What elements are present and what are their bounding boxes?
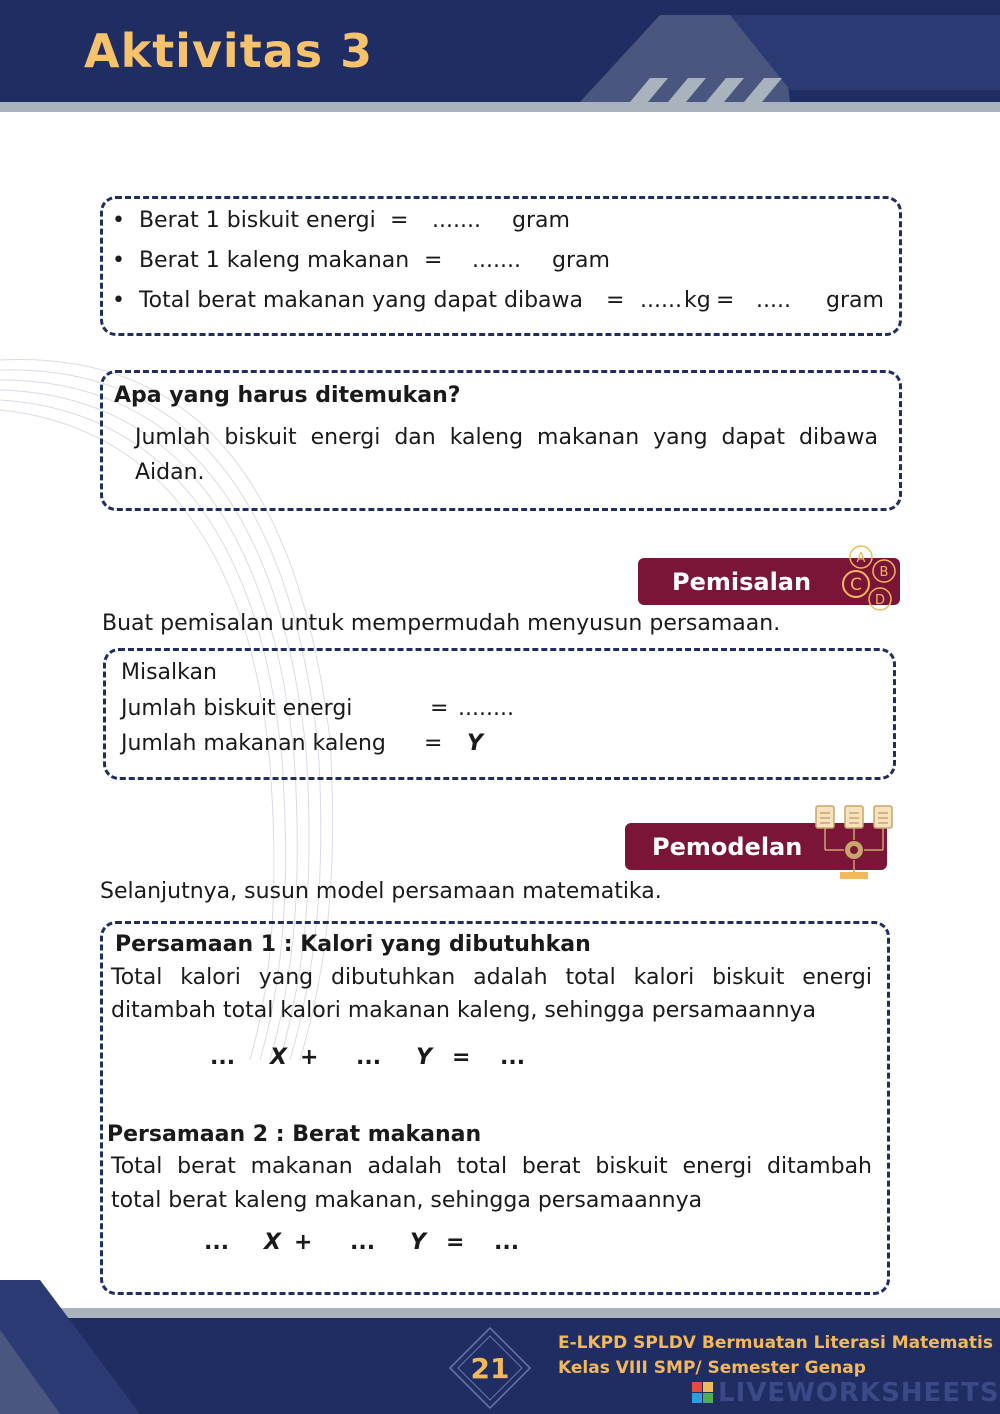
constant-blank[interactable]: ... — [500, 1045, 526, 1070]
variable-y: Y — [410, 1230, 426, 1255]
plus-sign: + — [294, 1230, 313, 1255]
plus-sign: + — [300, 1045, 319, 1070]
footer-corner-decoration — [0, 1270, 140, 1414]
header-stripe — [0, 102, 1000, 112]
blank-total-kg[interactable]: ...... — [640, 288, 682, 313]
equals-sign: = — [452, 1045, 471, 1070]
question-text-line1: Jumlah biskuit energi dan kaleng makanan yang dapat dibawa — [135, 425, 878, 450]
unit-label: gram — [552, 248, 610, 273]
variable-y-label: Jumlah makanan kaleng — [121, 731, 386, 756]
equals-sign: = — [424, 731, 443, 756]
unit-label: gram — [826, 288, 884, 313]
equals-sign: = — [606, 288, 625, 313]
blank-total-gram[interactable]: ..... — [756, 288, 791, 313]
question-text-line2: Aidan. — [135, 460, 205, 485]
variable-y-value: Y — [467, 731, 483, 756]
equals-sign: = — [446, 1230, 465, 1255]
blank-weight-can[interactable]: ....... — [472, 248, 521, 273]
equation2-text-line1: Total berat makanan adalah total berat biskuit energi ditambah — [111, 1154, 872, 1179]
coefficient-y-blank[interactable]: ... — [350, 1230, 376, 1255]
coefficient-x-blank[interactable]: ... — [204, 1230, 230, 1255]
question-heading: Apa yang harus ditemukan? — [114, 383, 461, 408]
constant-blank[interactable]: ... — [494, 1230, 520, 1255]
svg-text:A: A — [856, 551, 866, 566]
equals-sign: = — [430, 696, 449, 721]
header-decoration — [560, 0, 1000, 112]
footer-subtitle: Kelas VIII SMP/ Semester Genap — [558, 1358, 866, 1378]
pemisalan-badge-label: Pemisalan — [672, 567, 812, 596]
known-item-total-weight: • Total berat makanan yang dapat dibawa — [112, 288, 584, 313]
coefficient-y-blank[interactable]: ... — [356, 1045, 382, 1070]
unit-label: gram — [512, 208, 570, 233]
svg-text:C: C — [850, 575, 862, 595]
equals-sign: = — [390, 208, 409, 233]
pemisalan-intro: Misalkan — [121, 660, 217, 685]
page-number: 21 — [470, 1351, 510, 1385]
pemodelan-badge-label: Pemodelan — [652, 832, 803, 861]
equation1-heading: Persamaan 1 : Kalori yang dibutuhkan — [115, 932, 591, 957]
pemodelan-instruction: Selanjutnya, susun model persamaan matematika. — [100, 879, 662, 904]
liveworksheets-watermark: LIVEWORKSHEETS — [692, 1378, 1000, 1408]
liveworksheets-logo-icon — [692, 1382, 714, 1404]
known-item-weight-biscuit: • Berat 1 biskuit energi — [112, 208, 376, 233]
variable-x-blank[interactable]: ........ — [458, 696, 514, 721]
variable-x: X — [264, 1230, 281, 1255]
svg-text:D: D — [874, 593, 886, 608]
equation1-text-line1: Total kalori yang dibutuhkan adalah total kalori biskuit energi — [111, 965, 872, 990]
equation2-text-line2: total berat kaleng makanan, sehingga persamaannya — [111, 1188, 703, 1213]
unit-label: kg — [684, 288, 711, 313]
equals-sign: = — [424, 248, 443, 273]
equation1-text-line2: ditambah total kalori makanan kaleng, sehingga persamaannya — [111, 998, 817, 1023]
equation2-heading: Persamaan 2 : Berat makanan — [107, 1122, 482, 1147]
variable-y: Y — [416, 1045, 432, 1070]
page-title: Aktivitas 3 — [84, 24, 374, 78]
footer-title: E-LKPD SPLDV Bermuatan Literasi Matematis — [558, 1333, 994, 1353]
coefficient-x-blank[interactable]: ... — [210, 1045, 236, 1070]
document-process-icon — [812, 802, 896, 882]
pemisalan-instruction: Buat pemisalan untuk mempermudah menyusun persamaan. — [102, 611, 781, 636]
blank-weight-biscuit[interactable]: ....... — [432, 208, 481, 233]
footer-stripe — [0, 1308, 1000, 1318]
variable-x: X — [270, 1045, 287, 1070]
known-item-weight-can: • Berat 1 kaleng makanan — [112, 248, 410, 273]
equals-sign: = — [716, 288, 735, 313]
svg-text:B: B — [879, 565, 889, 580]
abcd-options-icon — [836, 543, 902, 615]
variable-x-label: Jumlah biskuit energi — [121, 696, 353, 721]
